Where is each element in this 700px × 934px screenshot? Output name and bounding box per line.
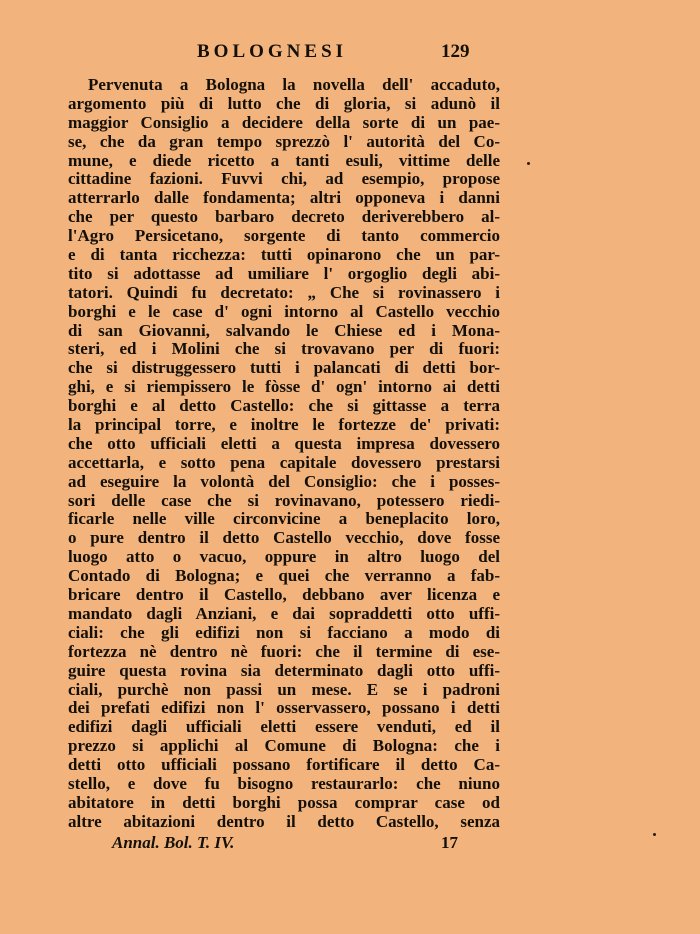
text-line: luogo atto o vacuo, oppure in altro luogo del xyxy=(68,547,500,567)
text-line: ciali, purchè non passi un mese. E se i padroni xyxy=(68,679,500,699)
text-line: borghi e le case d' ogni intorno al Castello vecchio xyxy=(68,301,500,321)
running-head xyxy=(0,40,700,66)
text-line: edifizi dagli ufficiali eletti essere venduti, ed il xyxy=(68,717,500,737)
text-line: Contado di Bologna; e quei che verranno a fab- xyxy=(68,566,500,586)
text-line: e di tanta ricchezza: tutti opinarono che un par- xyxy=(68,245,500,265)
text-line: guire questa rovina sia determinato dagli otto uffi- xyxy=(68,660,500,680)
text-line: argomento più di lutto che di gloria, si adunò il xyxy=(68,93,500,113)
text-line: altre abitazioni dentro il detto Castello, senza xyxy=(68,811,500,831)
text-line: che otto ufficiali eletti a questa impresa dovessero xyxy=(68,433,500,453)
text-line: o pure dentro il detto Castello vecchio, dove fosse xyxy=(68,528,500,548)
text-line: Pervenuta a Bologna la novella dell' accaduto, xyxy=(88,75,500,94)
text-line: sori delle case che si rovinavano, potessero riedi- xyxy=(68,490,500,510)
paper-speck xyxy=(527,162,530,165)
text-line: stello, e dove fu bisogno restaurarlo: che niuno xyxy=(68,773,500,793)
text-line: che per questo barbaro decreto deriverebbero al- xyxy=(68,207,500,227)
page-number: 129 xyxy=(441,41,470,62)
running-title: BOLOGNESI xyxy=(197,41,348,62)
text-line: mune, e diede ricetto a tanti esuli, vittime delle xyxy=(68,150,500,170)
text-line: tito si adottasse ad umiliare l' orgoglio degli abi- xyxy=(68,263,500,283)
text-line: detti otto ufficiali possano fortificare il detto Ca- xyxy=(68,755,500,775)
text-line: accettarla, e sotto pena capitale dovessero prestarsi xyxy=(68,452,500,472)
paper-speck xyxy=(653,833,656,836)
text-line: ghi, e si riempissero le fòsse d' ogn' intorno ai detti xyxy=(68,377,500,397)
text-line: cittadine fazioni. Fuvvi chi, ad esempio, propose xyxy=(68,169,500,189)
text-line: bricare dentro il Castello, debbano aver licenza e xyxy=(68,585,500,605)
text-line: fortezza nè dentro nè fuori: che il termine di ese- xyxy=(68,641,500,661)
text-line: che si distruggessero tutti i palancati di detti bor- xyxy=(68,358,500,378)
text-line: se, che da gran tempo sprezzò l' autorità del Co- xyxy=(68,131,500,151)
signature-mark: 17 xyxy=(441,833,458,852)
text-line: dei prefati edifizi non l' osservassero, possano i detti xyxy=(68,698,500,718)
text-line: la principal torre, e inoltre le fortezze de' privati: xyxy=(68,415,500,435)
text-line: tatori. Quindi fu decretato: „ Che si rovinassero i xyxy=(68,282,500,302)
text-line: abitatore in detti borghi possa comprar case od xyxy=(68,792,500,812)
text-line: ad eseguire la volontà del Consiglio: che i posses- xyxy=(68,471,500,491)
text-line: steri, ed i Molini che si trovavano per di fuori: xyxy=(68,339,500,359)
signature-line xyxy=(0,833,700,855)
text-line: prezzo si applichi al Comune di Bologna: che i xyxy=(68,736,500,756)
text-line: atterrarlo dalle fondamenta; altri opponeva i danni xyxy=(68,188,500,208)
signature-label: Annal. Bol. T. IV. xyxy=(112,833,235,852)
text-line: di san Giovanni, salvando le Chiese ed i Mona- xyxy=(68,320,500,340)
text-line: ficarle nelle ville circonvicine a beneplacito loro, xyxy=(68,509,500,529)
text-line: borghi e al detto Castello: che si gittasse a terra xyxy=(68,396,500,416)
text-line: maggior Consiglio a decidere della sorte di un pae- xyxy=(68,112,500,132)
text-line: ciali: che gli edifizi non si facciano a modo di xyxy=(68,622,500,642)
body-text xyxy=(68,76,500,832)
text-line: l'Agro Persicetano, sorgente di tanto commercio xyxy=(68,226,500,246)
text-line: mandato dagli Anziani, e dai sopraddetti otto uffi- xyxy=(68,603,500,623)
